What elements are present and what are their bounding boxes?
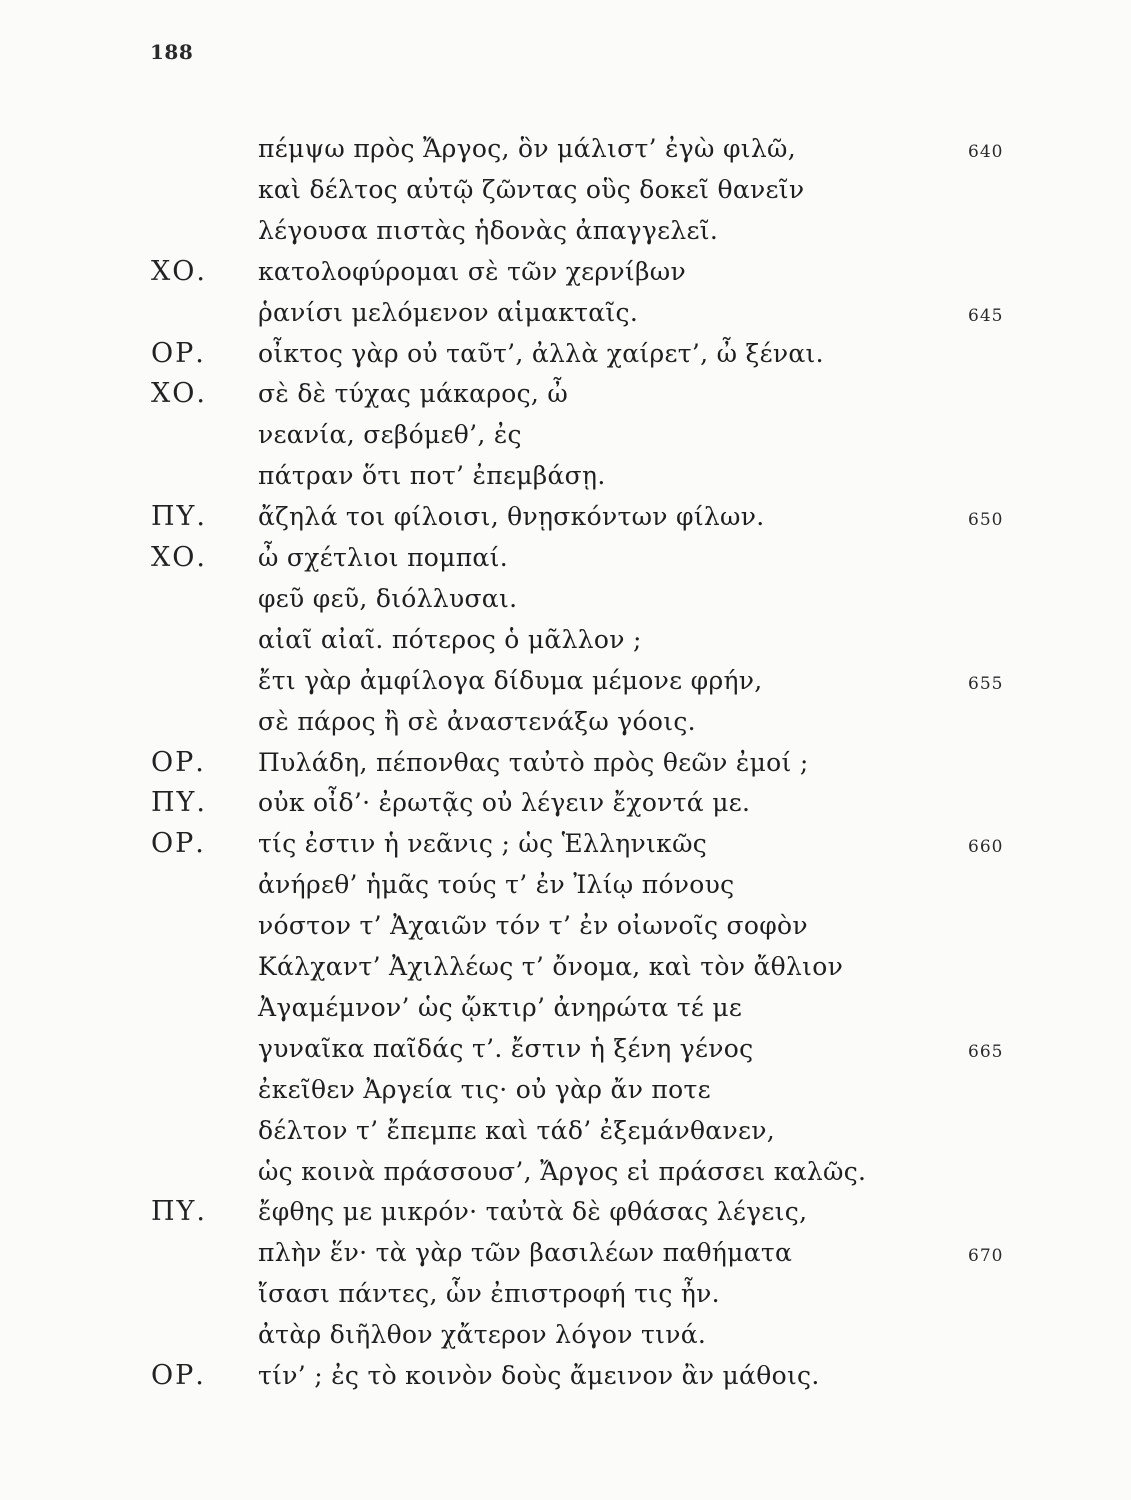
verse-line: [0, 414, 1131, 455]
verse-line: [0, 1028, 1131, 1069]
line-number: 640: [968, 142, 1004, 162]
speaker-label: ΠΥ.: [151, 787, 207, 819]
verse-line: [0, 128, 1131, 169]
verse-line: [0, 1273, 1131, 1314]
speaker-label: ΟΡ.: [151, 746, 206, 778]
verse-line: [0, 987, 1131, 1028]
verse-text: τίν’ ; ἐς τὸ κοινὸν δοὺς ἄμεινον ἂν μάθοις.: [258, 1361, 820, 1390]
line-number: 665: [968, 1041, 1004, 1062]
line-number: 670: [968, 1246, 1004, 1267]
verse-text: πάτραν ὅτι ποτ’ ἐπεμβάσῃ.: [258, 461, 606, 491]
verse-line: [0, 292, 1131, 333]
verse-line: [0, 251, 1131, 292]
speaker-label: ΧΟ.: [151, 255, 207, 287]
verse-line: [0, 373, 1131, 414]
speaker-label: ΠΥ.: [151, 501, 207, 533]
verse-text: Πυλάδη, πέπονθας ταὐτὸ πρὸς θεῶν ἐμοί ;: [258, 747, 809, 777]
verse-text: ὦ σχέτλιοι πομπαί.: [258, 543, 508, 572]
verse-text: λέγουσα πιστὰς ἡδονὰς ἀπαγγελεῖ.: [258, 215, 719, 245]
verse-line: [0, 782, 1131, 823]
verse-text: Ἀγαμέμνον’ ὡς ᾤκτιρ’ ἀνηρώτα τέ με: [258, 992, 743, 1022]
verse-text: τίς ἐστιν ἡ νεᾶνις ; ὡς Ἑλληνικῶς: [258, 829, 708, 859]
verse-line: [0, 210, 1131, 251]
verse-line: [0, 1069, 1131, 1110]
verse-line: [0, 1151, 1131, 1192]
verse-line: [0, 701, 1131, 742]
verse-text: ῥανίσι μελόμενον αἱμακταῖς.: [258, 297, 639, 327]
verse-text: Κάλχαντ’ Ἀχιλλέως τ’ ὄνομα, καὶ τὸν ἄθλιον: [258, 952, 844, 981]
verse-line: [0, 742, 1131, 783]
verse-text: πέμψω πρὸς Ἄργος, ὃν μάλιστ’ ἐγὼ φιλῶ,: [258, 134, 796, 163]
verse-text: ἔτι γὰρ ἀμφίλογα δίδυμα μέμονε φρήν,: [258, 665, 763, 695]
line-number: 660: [968, 837, 1004, 858]
verse-text: ἀτὰρ διῆλθον χἄτερον λόγον τινά.: [258, 1320, 707, 1350]
verse-text: αἰαῖ αἰαῖ. πότερος ὁ μᾶλλον ;: [258, 624, 642, 654]
speaker-label: ΧΟ.: [151, 542, 207, 573]
verse-text: νόστον τ’ Ἀχαιῶν τόν τ’ ἐν οἰωνοῖς σοφὸν: [258, 911, 808, 941]
verse-text: ἔφθης με μικρόν· ταὐτὰ δὲ φθάσας λέγεις,: [258, 1197, 808, 1227]
verse-line: [0, 169, 1131, 210]
verse-line: [0, 455, 1131, 496]
line-number: 645: [968, 305, 1004, 326]
verse-line: [0, 1232, 1131, 1273]
verse-text: σὲ δὲ τύχας μάκαρος, ὦ: [258, 379, 569, 409]
verse-text: καὶ δέλτος αὐτῷ ζῶντας οὓς δοκεῖ θανεῖν: [258, 174, 805, 204]
verse-line: [0, 823, 1131, 864]
speaker-label: ΟΡ.: [151, 337, 206, 369]
verse-line: [0, 946, 1131, 987]
speaker-label: ΟΡ.: [151, 828, 206, 860]
speaker-label: ΟΡ.: [151, 1360, 206, 1391]
verse-text: φεῦ φεῦ, διόλλυσαι.: [258, 583, 518, 613]
verse-text: σὲ πάρος ἢ σὲ ἀναστενάξω γόοις.: [258, 706, 696, 736]
page-number: 188: [150, 40, 194, 64]
verse-text: ἐκεῖθεν Ἀργεία τις· οὐ γὰρ ἄν ποτε: [258, 1074, 711, 1104]
verse-line: [0, 1191, 1131, 1232]
verse-text: οὐκ οἶδ’· ἐρωτᾷς οὐ λέγειν ἔχοντά με.: [258, 788, 751, 818]
speaker-label: ΧΟ.: [151, 378, 207, 410]
verse-text: ἀνήρεθ’ ἡμᾶς τούς τ’ ἐν Ἰλίῳ πόνους: [258, 870, 735, 900]
speaker-label: ΠΥ.: [151, 1196, 207, 1228]
verse-line: [0, 1110, 1131, 1151]
verse-text: γυναῖκα παῖδάς τ’. ἔστιν ἡ ξένη γένος: [258, 1033, 754, 1063]
verse-block: [0, 128, 1131, 1418]
verse-text: νεανία, σεβόμεθ’, ἐς: [258, 420, 522, 450]
verse-text: δέλτον τ’ ἔπεμπε καὶ τάδ’ ἐξεμάνθανεν,: [258, 1115, 775, 1145]
verse-text: οἶκτος γὰρ οὐ ταῦτ’, ἀλλὰ χαίρετ’, ὦ ξέναι.: [258, 338, 824, 368]
verse-line: [0, 333, 1131, 374]
verse-text: κατολοφύρομαι σὲ τῶν χερνίβων: [258, 256, 686, 286]
line-number: 655: [968, 673, 1004, 694]
verse-line: [0, 578, 1131, 619]
verse-text: πλὴν ἕν· τὰ γὰρ τῶν βασιλέων παθήματα: [258, 1238, 793, 1268]
line-number: 650: [968, 510, 1004, 531]
verse-line: [0, 1314, 1131, 1355]
verse-line: [0, 537, 1131, 578]
verse-line: [0, 864, 1131, 905]
verse-line: [0, 496, 1131, 537]
verse-text: ἴσασι πάντες, ὧν ἐπιστροφή τις ἦν.: [258, 1279, 720, 1309]
verse-line: [0, 619, 1131, 660]
verse-line: [0, 1355, 1131, 1396]
verse-text: ὡς κοινὰ πράσσουσ’, Ἄργος εἰ πράσσει καλῶς.: [258, 1156, 867, 1186]
verse-text: ἄζηλά τοι φίλοισι, θνῃσκόντων φίλων.: [258, 502, 765, 532]
verse-line: [0, 660, 1131, 701]
verse-line: [0, 905, 1131, 946]
